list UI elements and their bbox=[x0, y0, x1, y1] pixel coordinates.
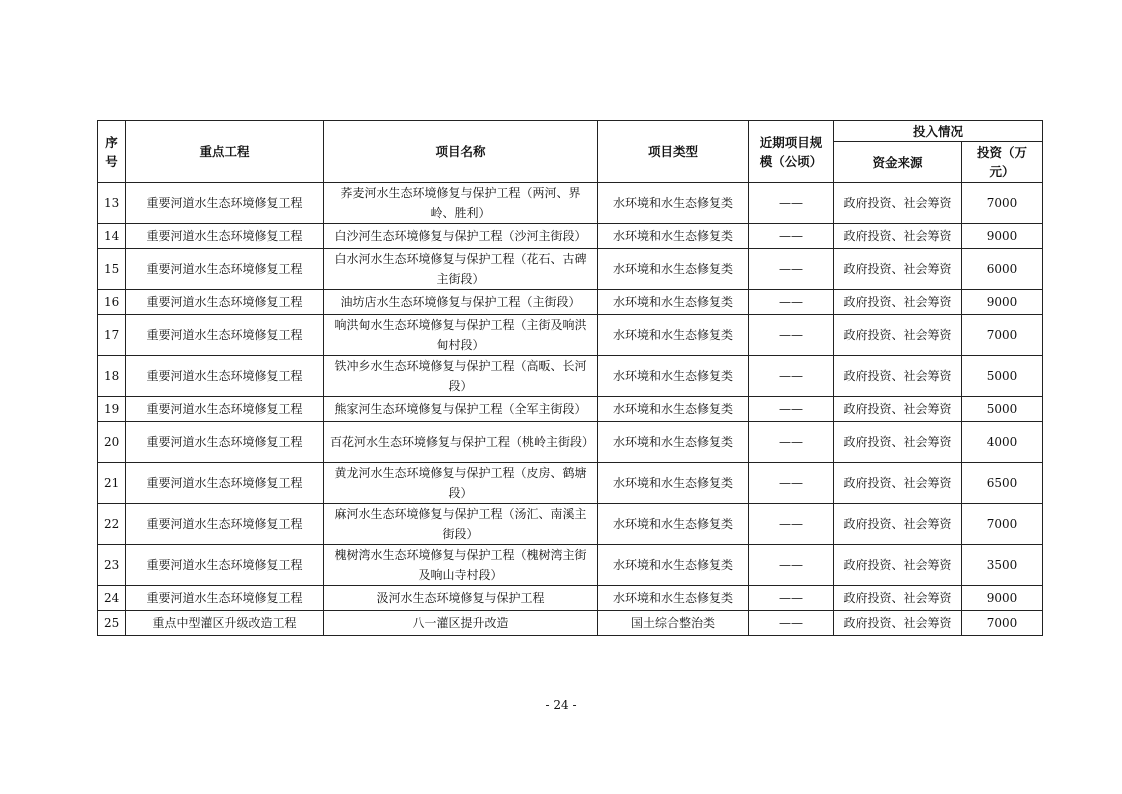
table-body bbox=[98, 183, 1043, 636]
cell-project-name: 黄龙河水生态环境修复与保护工程（皮房、鹤塘段） bbox=[324, 463, 598, 504]
cell-project-name: 白沙河生态环境修复与保护工程（沙河主街段） bbox=[324, 224, 598, 249]
cell-scale: —— bbox=[749, 463, 834, 504]
table-row bbox=[98, 611, 1043, 636]
header-project-name: 项目名称 bbox=[324, 121, 598, 183]
cell-project-key: 重要河道水生态环境修复工程 bbox=[126, 315, 324, 356]
cell-amount: 6500 bbox=[962, 463, 1043, 504]
header-project-type: 项目类型 bbox=[598, 121, 749, 183]
cell-scale: —— bbox=[749, 504, 834, 545]
cell-project-key: 重要河道水生态环境修复工程 bbox=[126, 422, 324, 463]
page-number: - 24 - bbox=[545, 698, 577, 712]
cell-project-type: 水环境和水生态修复类 bbox=[598, 224, 749, 249]
cell-project-key: 重要河道水生态环境修复工程 bbox=[126, 183, 324, 224]
cell-project-name: 百花河水生态环境修复与保护工程（桃岭主街段） bbox=[324, 422, 598, 463]
cell-fund-source: 政府投资、社会筹资 bbox=[834, 545, 962, 586]
cell-project-type: 水环境和水生态修复类 bbox=[598, 315, 749, 356]
cell-project-type: 水环境和水生态修复类 bbox=[598, 290, 749, 315]
table-row bbox=[98, 422, 1043, 463]
header-project-key: 重点工程 bbox=[126, 121, 324, 183]
cell-seq: 17 bbox=[98, 315, 126, 356]
table-row bbox=[98, 504, 1043, 545]
cell-fund-source: 政府投资、社会筹资 bbox=[834, 224, 962, 249]
cell-fund-source: 政府投资、社会筹资 bbox=[834, 290, 962, 315]
cell-project-type: 水环境和水生态修复类 bbox=[598, 504, 749, 545]
cell-amount: 9000 bbox=[962, 224, 1043, 249]
cell-project-type: 水环境和水生态修复类 bbox=[598, 249, 749, 290]
cell-scale: —— bbox=[749, 249, 834, 290]
project-table-container bbox=[97, 120, 1042, 636]
cell-scale: —— bbox=[749, 397, 834, 422]
header-investment: 投入情况 bbox=[834, 121, 1043, 142]
cell-fund-source: 政府投资、社会筹资 bbox=[834, 315, 962, 356]
table-row bbox=[98, 290, 1043, 315]
table-row bbox=[98, 545, 1043, 586]
cell-project-key: 重要河道水生态环境修复工程 bbox=[126, 249, 324, 290]
cell-seq: 22 bbox=[98, 504, 126, 545]
cell-project-name: 铁冲乡水生态环境修复与保护工程（高畈、长河段） bbox=[324, 356, 598, 397]
cell-amount: 7000 bbox=[962, 315, 1043, 356]
cell-project-name: 白水河水生态环境修复与保护工程（花石、古碑主街段） bbox=[324, 249, 598, 290]
cell-project-name: 响洪甸水生态环境修复与保护工程（主街及响洪甸村段） bbox=[324, 315, 598, 356]
cell-amount: 7000 bbox=[962, 504, 1043, 545]
cell-fund-source: 政府投资、社会筹资 bbox=[834, 422, 962, 463]
cell-seq: 18 bbox=[98, 356, 126, 397]
cell-project-key: 重要河道水生态环境修复工程 bbox=[126, 290, 324, 315]
cell-project-type: 水环境和水生态修复类 bbox=[598, 463, 749, 504]
cell-fund-source: 政府投资、社会筹资 bbox=[834, 463, 962, 504]
header-seq: 序号 bbox=[98, 121, 126, 183]
header-amount: 投资（万元） bbox=[962, 142, 1043, 183]
cell-amount: 4000 bbox=[962, 422, 1043, 463]
cell-fund-source: 政府投资、社会筹资 bbox=[834, 586, 962, 611]
cell-fund-source: 政府投资、社会筹资 bbox=[834, 504, 962, 545]
table-row bbox=[98, 315, 1043, 356]
cell-seq: 24 bbox=[98, 586, 126, 611]
table-row bbox=[98, 249, 1043, 290]
cell-scale: —— bbox=[749, 586, 834, 611]
cell-seq: 19 bbox=[98, 397, 126, 422]
cell-project-key: 重点中型灌区升级改造工程 bbox=[126, 611, 324, 636]
cell-fund-source: 政府投资、社会筹资 bbox=[834, 183, 962, 224]
cell-fund-source: 政府投资、社会筹资 bbox=[834, 397, 962, 422]
cell-scale: —— bbox=[749, 183, 834, 224]
cell-amount: 9000 bbox=[962, 290, 1043, 315]
cell-fund-source: 政府投资、社会筹资 bbox=[834, 611, 962, 636]
header-scale: 近期项目规模（公顷） bbox=[749, 121, 834, 183]
table-row bbox=[98, 463, 1043, 504]
cell-project-name: 八一灌区提升改造 bbox=[324, 611, 598, 636]
cell-scale: —— bbox=[749, 224, 834, 249]
cell-project-type: 水环境和水生态修复类 bbox=[598, 183, 749, 224]
cell-fund-source: 政府投资、社会筹资 bbox=[834, 356, 962, 397]
cell-project-key: 重要河道水生态环境修复工程 bbox=[126, 463, 324, 504]
cell-seq: 23 bbox=[98, 545, 126, 586]
table-row bbox=[98, 183, 1043, 224]
cell-seq: 20 bbox=[98, 422, 126, 463]
table-row bbox=[98, 224, 1043, 249]
cell-amount: 9000 bbox=[962, 586, 1043, 611]
cell-project-type: 水环境和水生态修复类 bbox=[598, 397, 749, 422]
cell-project-key: 重要河道水生态环境修复工程 bbox=[126, 504, 324, 545]
cell-amount: 7000 bbox=[962, 611, 1043, 636]
cell-seq: 25 bbox=[98, 611, 126, 636]
cell-project-type: 水环境和水生态修复类 bbox=[598, 545, 749, 586]
cell-scale: —— bbox=[749, 422, 834, 463]
cell-seq: 21 bbox=[98, 463, 126, 504]
cell-seq: 15 bbox=[98, 249, 126, 290]
cell-amount: 7000 bbox=[962, 183, 1043, 224]
cell-project-name: 汲河水生态环境修复与保护工程 bbox=[324, 586, 598, 611]
cell-scale: —— bbox=[749, 356, 834, 397]
cell-project-type: 水环境和水生态修复类 bbox=[598, 422, 749, 463]
cell-project-name: 熊家河生态环境修复与保护工程（全军主街段） bbox=[324, 397, 598, 422]
cell-project-name: 油坊店水生态环境修复与保护工程（主街段） bbox=[324, 290, 598, 315]
table-row bbox=[98, 356, 1043, 397]
cell-fund-source: 政府投资、社会筹资 bbox=[834, 249, 962, 290]
cell-project-key: 重要河道水生态环境修复工程 bbox=[126, 356, 324, 397]
cell-project-key: 重要河道水生态环境修复工程 bbox=[126, 586, 324, 611]
cell-project-key: 重要河道水生态环境修复工程 bbox=[126, 224, 324, 249]
cell-scale: —— bbox=[749, 290, 834, 315]
cell-amount: 5000 bbox=[962, 356, 1043, 397]
cell-scale: —— bbox=[749, 315, 834, 356]
cell-scale: —— bbox=[749, 611, 834, 636]
table-row bbox=[98, 397, 1043, 422]
cell-project-type: 水环境和水生态修复类 bbox=[598, 356, 749, 397]
cell-scale: —— bbox=[749, 545, 834, 586]
cell-project-name: 槐树湾水生态环境修复与保护工程（槐树湾主街及响山寺村段） bbox=[324, 545, 598, 586]
table-row bbox=[98, 586, 1043, 611]
project-table bbox=[97, 120, 1043, 636]
cell-amount: 6000 bbox=[962, 249, 1043, 290]
cell-project-name: 麻河水生态环境修复与保护工程（汤汇、南溪主街段） bbox=[324, 504, 598, 545]
cell-project-key: 重要河道水生态环境修复工程 bbox=[126, 397, 324, 422]
cell-amount: 3500 bbox=[962, 545, 1043, 586]
cell-project-name: 荞麦河水生态环境修复与保护工程（两河、界岭、胜利） bbox=[324, 183, 598, 224]
cell-project-key: 重要河道水生态环境修复工程 bbox=[126, 545, 324, 586]
cell-project-type: 水环境和水生态修复类 bbox=[598, 586, 749, 611]
header-fund-source: 资金来源 bbox=[834, 142, 962, 183]
cell-seq: 13 bbox=[98, 183, 126, 224]
cell-project-type: 国土综合整治类 bbox=[598, 611, 749, 636]
cell-seq: 14 bbox=[98, 224, 126, 249]
cell-amount: 5000 bbox=[962, 397, 1043, 422]
cell-seq: 16 bbox=[98, 290, 126, 315]
